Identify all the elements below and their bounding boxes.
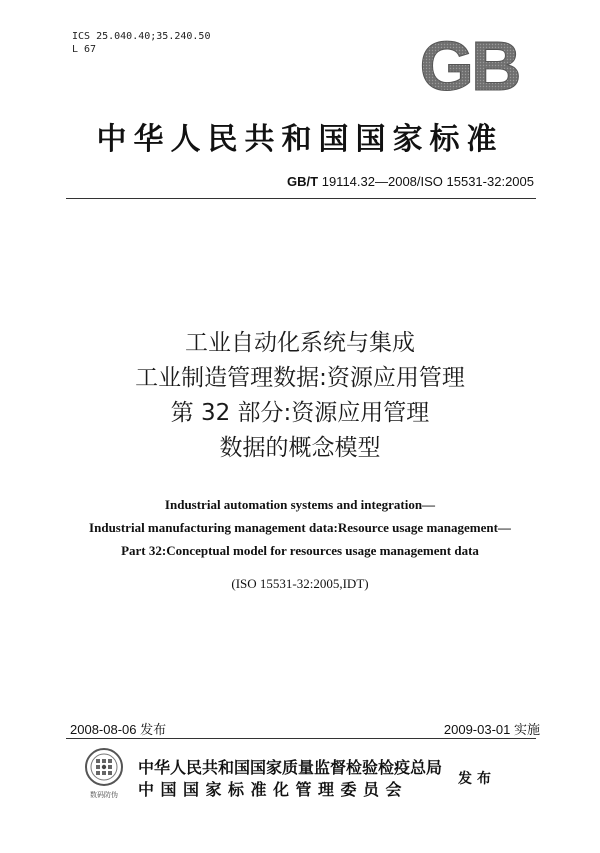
iso-equivalence: (ISO 15531-32:2005,IDT) [231,576,369,591]
chinese-title-line-3: 第 32 部分:资源应用管理 [170,400,430,426]
chinese-title-line-2: 工业制造管理数据:资源应用管理 [135,365,465,391]
seal-caption: 数码防伪 [90,791,118,799]
chinese-title-line-1: 工业自动化系统与集成 [185,330,415,356]
english-title-line-1: Industrial automation systems and integration— [164,497,436,512]
implementation-date: 2009-03-01 实施 [443,722,540,737]
publish-date: 2008-08-06 发布 [70,722,167,737]
standard-number-rest: 19114.32—2008/ISO 15531-32:2005 [318,174,534,189]
issuer-sac: 中国国家标准化管理委员会 [138,780,409,799]
ics-code: ICS 25.040.40;35.240.50 [72,31,211,42]
chinese-title-line-4: 数据的概念模型 [219,435,381,461]
chinese-title-block [0,326,600,466]
gb-logo [407,34,531,96]
standard-number [287,174,534,189]
classification-codes [72,30,210,56]
ccs-code: L 67 [72,44,97,55]
header-divider [66,198,536,199]
english-title-block [0,493,600,562]
english-title-line-3: Part 32:Conceptual model for resources usage management data [121,543,479,558]
footer-divider [66,738,536,739]
english-title-line-2: Industrial manufacturing management data:Resource usage management— [89,520,511,535]
standard-number-prefix: GB/T [287,174,319,189]
gb-logo-text: GB [419,34,519,96]
national-standard-title: 中华人民共和国国家标准 [96,122,504,157]
anti-counterfeit-seal-icon [84,747,124,787]
publish-label: 发布 [458,771,496,787]
issuing-organizations [138,757,442,801]
issuer-aqsiq: 中华人民共和国国家质量监督检验检疫总局 [138,758,443,777]
